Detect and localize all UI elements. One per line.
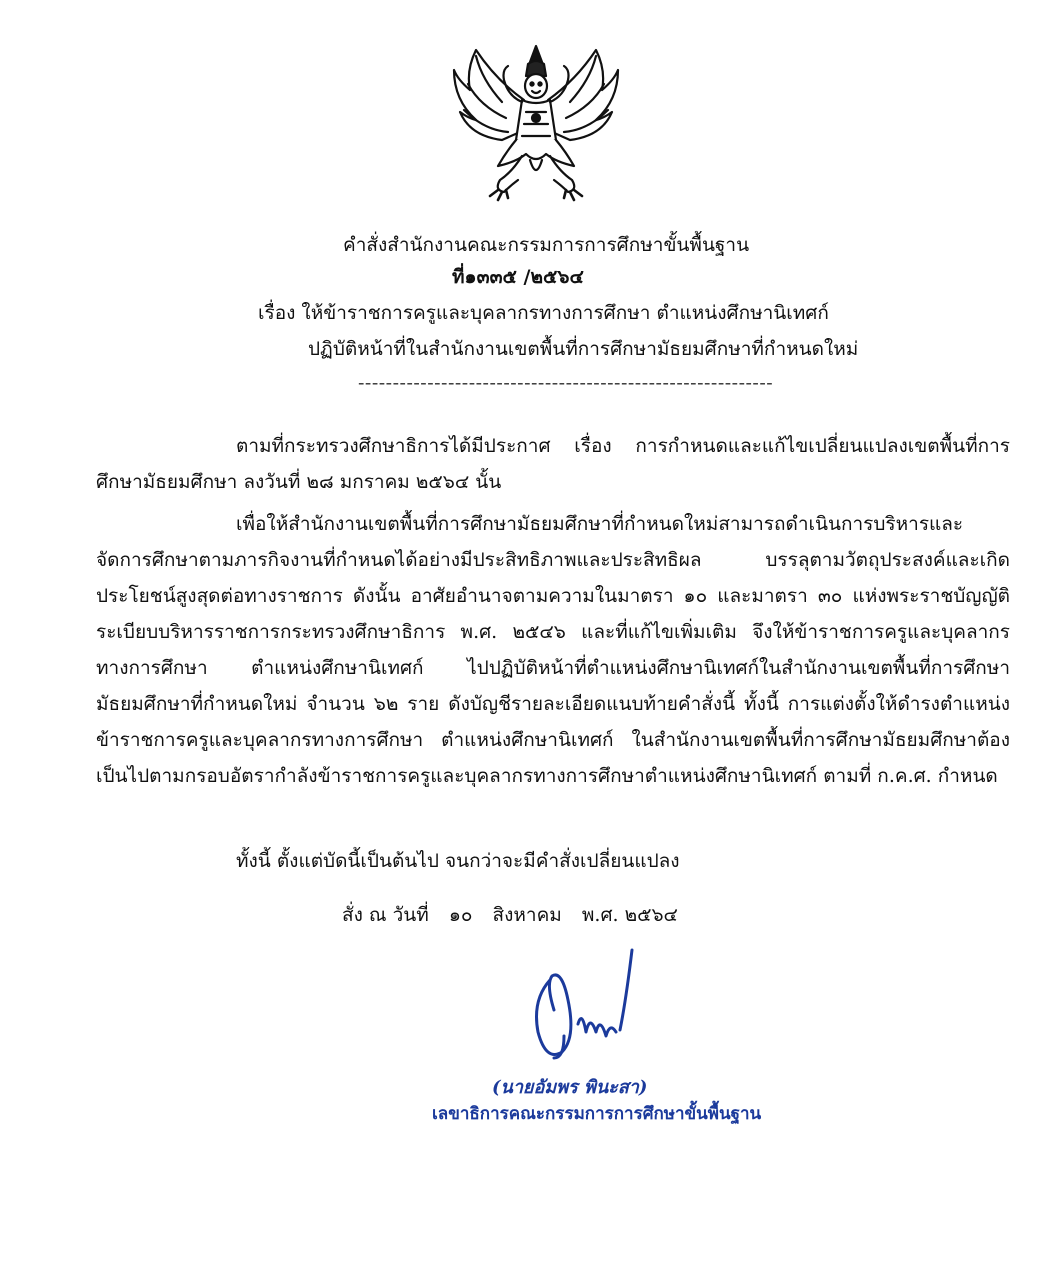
date-prefix: สั่ง ณ วันที่ bbox=[342, 904, 429, 926]
date-month: สิงหาคม bbox=[492, 904, 562, 926]
date-year: พ.ศ. ๒๕๖๔ bbox=[581, 904, 678, 926]
paragraph-2-text: เพื่อให้สำนักงานเขตพื้นที่การศึกษามัธยมศึกษาที่กำหนดใหม่สามารถดำเนินการบริหารและจัดการศึกษาตามภารกิจงานที่กำหนดได้อย่างมีประสิทธิภาพและประสิทธิผล บรรลุตามวัตถุประสงค์และเกิดประโยชน์สูงสุดต่อทางราชการ ดังนั้น อาศัยอำนาจตามความในมาตรา ๑๐ และมาตรา ๓๐ แห่งพระราชบัญญัติระเบียบบริหารราชการกระทรวงศึกษาธิการ พ.ศ. ๒๕๔๖ และที่แก้ไขเพิ่มเติม จึงให้ข้าราชการครูและบุคลากรทางการศึกษา ตำแหน่งศึกษานิเทศก์ ไปปฏิบัติหน้าที่ตำแหน่งศึกษานิเทศก์ในสำนักงานเขตพื้นที่การศึกษามัธยมศึกษาที่กำหนดใหม่ จำนวน ๖๒ ราย ดังบัญชีรายละเอียดแนบท้ายคำสั่งนี้ ทั้งนี้ การแต่งตั้งให้ดำรงตำแหน่งข้าราชการครูและบุคลากรทางการศึกษา ตำแหน่งศึกษานิเทศก์ ในสำนักงานเขตพื้นที่การศึกษามัธยมศึกษาต้องเป็นไปตามกรอบอัตรากำลังข้าราชการครูและบุคลากรทางการศึกษาตำแหน่งศึกษานิเทศก์ ตามที่ ก.ค.ศ. กำหนด bbox=[96, 513, 1010, 787]
subject-line-2: ปฏิบัติหน้าที่ในสำนักงานเขตพื้นที่การศึกษามัธยมศึกษาที่กำหนดใหม่ bbox=[308, 338, 859, 360]
body-paragraph-2 bbox=[96, 506, 1010, 794]
order-number: ที่๑๓๓๕ /๒๕๖๔ bbox=[452, 266, 584, 288]
handwritten-signature bbox=[524, 940, 664, 1070]
paragraph-1-text: ตามที่กระทรวงศึกษาธิการได้มีประกาศ เรื่อง การกำหนดและแก้ไขเปลี่ยนแปลงเขตพื้นที่การศึกษามัธยมศึกษา ลงวันที่ ๒๘ มกราคม ๒๕๖๔ นั้น bbox=[96, 435, 1010, 493]
order-date bbox=[342, 900, 678, 930]
signer-name: (นายอัมพร พินะสา) bbox=[492, 1077, 648, 1098]
garuda-emblem-icon bbox=[446, 40, 626, 202]
order-title: คำสั่งสำนักงานคณะกรรมการการศึกษาขั้นพื้นฐาน bbox=[343, 234, 750, 256]
header-divider: ------------------------------------------------------------ bbox=[358, 372, 774, 394]
body-paragraph-1 bbox=[96, 428, 1010, 500]
date-day: ๑๐ bbox=[448, 904, 473, 926]
subject-line-1: เรื่อง ให้ข้าราชการครูและบุคลากรทางการศึกษา ตำแหน่งศึกษานิเทศก์ bbox=[258, 302, 829, 324]
closing-statement: ทั้งนี้ ตั้งแต่บัดนี้เป็นต้นไป จนกว่าจะมีคำสั่งเปลี่ยนแปลง bbox=[236, 850, 680, 872]
signer-position: เลขาธิการคณะกรรมการการศึกษาขั้นพื้นฐาน bbox=[432, 1104, 762, 1124]
